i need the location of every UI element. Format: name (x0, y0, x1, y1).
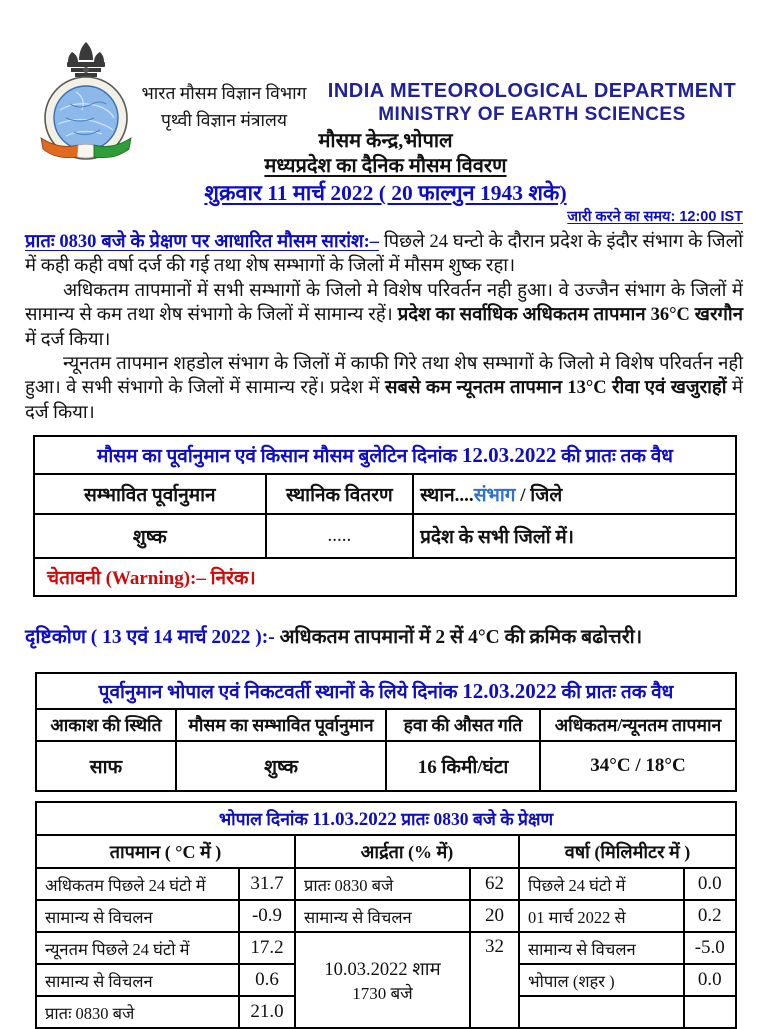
min-temp-highlight: सबसे कम न्यूनतम तापमान 13°C रीवा एवं खजुराहों (384, 378, 727, 399)
rain-label: सामान्य से विचलन (519, 932, 684, 964)
rain-label: 01 मार्च 2022 से (519, 900, 684, 932)
forecast-table (33, 435, 737, 597)
title-tail: की प्रातः तक वैध (556, 446, 673, 468)
validity-date: 12.03.2022 (461, 443, 557, 468)
ashoka-emblem-icon (67, 42, 105, 77)
temp-value: 0.6 (239, 964, 295, 996)
org-english-line2: MINISTRY OF EARTH SCIENCES (378, 104, 686, 125)
bulletin-title: मध्यप्रदेश का दैनिक मौसम विवरण (264, 155, 507, 177)
observation-row-2 (36, 900, 736, 932)
forecast-value: शुष्क (34, 514, 266, 558)
forecast-table-title-row (34, 436, 736, 474)
org-hindi-line1: भारत मौसम विज्ञान विभाग (141, 83, 307, 103)
issue-time: जारी करने का समय: 12:00 IST (567, 209, 743, 225)
weather-summary (25, 230, 743, 425)
column-header-wind: हवा की औसत गति (386, 709, 540, 741)
distribution-value: ..... (266, 514, 413, 558)
humidity-evening-time: 1730 बजे (352, 984, 413, 1004)
section-header-humidity: आर्द्रता (% में) (295, 835, 519, 868)
center-name: मौसम केन्द्र,भोपाल (318, 130, 453, 152)
observation-title-row (36, 802, 736, 835)
org-hindi-line2: पृथ्वी विज्ञान मंत्रालय (160, 110, 288, 130)
place-division: संभाग (473, 485, 516, 507)
rain-label: भोपाल (शहर ) (519, 964, 684, 996)
place-suffix: / जिले (515, 485, 563, 507)
rain-value: 0.0 (684, 868, 737, 900)
forecast-header-row (34, 474, 736, 514)
bhopal-forecast-title-row (36, 673, 736, 709)
org-english-line1: INDIA METEOROLOGICAL DEPARTMENT (327, 80, 737, 102)
summary-text-3: न्यूनतम तापमान शहडोल संभाग के जिलों में काफी गिरे तथा शेष सम्भागों के जिलो मे विशेष परिवर्तन नही हुआ। वे सभी संभागो के जिलों में सामान्य रहें। प्रदेश में (25, 354, 743, 399)
humidity-evening-date: 10.03.2022 शाम (324, 960, 441, 981)
temp-label: सामान्य से विचलन (36, 964, 239, 996)
column-header-maxmin: अधिकतम/न्यूनतम तापमान (540, 709, 736, 741)
rain-value: 0.0 (684, 964, 737, 996)
rain-label: पिछले 24 घंटो में (519, 868, 684, 900)
outlook-line (25, 622, 771, 649)
temp-value: 31.7 (239, 868, 295, 900)
validity-date: 12.03.2022 (462, 679, 557, 704)
humidity-label: सामान्य से विचलन (295, 900, 470, 932)
humidity-value: 62 (470, 868, 519, 900)
section-header-temperature: तापमान ( °C में ) (36, 835, 295, 868)
rain-value: -5.0 (684, 932, 737, 964)
forecast-data-row (34, 514, 736, 558)
sky-value: साफ (36, 741, 176, 791)
summary-text-2-tail: में दर्ज किया। (25, 329, 111, 350)
humidity-evening-value: 32 (470, 932, 519, 1028)
humidity-label: प्रातः 0830 बजे (295, 868, 470, 900)
warning-row (34, 558, 736, 596)
column-header-sky: आकाश की स्थिति (36, 709, 176, 741)
warning-text: चेतावनी (Warning):– निरंक। (34, 558, 736, 596)
observation-table (35, 801, 737, 1029)
outlook-text: अधिकतम तापमानों में 2 सें 4°C की क्रमिक बढोत्तरी। (274, 627, 643, 649)
rain-label (519, 996, 684, 1028)
temp-label: प्रातः 0830 बजे (36, 996, 239, 1028)
outlook-label: दृष्टिकोण ( 13 एवं 14 मार्च 2022 ):- (25, 627, 275, 649)
summary-text-2: अधिकतम तापमानों में सभी सम्भागों के जिलो मे विशेष परिवर्तन नही हुआ। वे उज्जैन संभाग के जिलों में सामान्य से कम तथा शेष संभागो के जिलों में सामान्य रहें। (25, 280, 743, 326)
title-text: मौसम का पूर्वानुमान एवं किसान मौसम बुलेटिन दिनांक (97, 446, 462, 468)
rain-value: 0.2 (684, 900, 737, 932)
title-text: भोपाल दिनांक (218, 808, 313, 829)
section-header-rainfall: वर्षा (मिलिमीटर में ) (519, 835, 736, 868)
temp-value: 17.2 (239, 932, 295, 964)
summary-text-1: पिछले 24 घन्टो के दौरान प्रदेश के इंदौर संभाग के जिलों में कही कही वर्षा दर्ज की गई तथा शेष सम्भागों के जिलों में मौसम शुष्क रहा। (25, 232, 743, 277)
temp-value: 21.0 (239, 996, 295, 1028)
temp-label: सामान्य से विचलन (36, 900, 239, 932)
bhopal-forecast-table (35, 672, 737, 792)
summary-paragraph-3 (25, 352, 743, 425)
column-header-weather: मौसम का सम्भावित पूर्वानुमान (176, 709, 386, 741)
wind-value: 16 किमी/घंटा (386, 741, 540, 791)
title-tail: प्रातः 0830 बजे के प्रेक्षण (396, 808, 554, 829)
observation-title (36, 802, 736, 835)
summary-text-3-tail: में दर्ज किया। (25, 378, 743, 423)
column-header-forecast: सम्भावित पूर्वानुमान (34, 474, 266, 514)
forecast-table-title (34, 436, 736, 474)
org-name-english (312, 80, 752, 126)
title-text: पूर्वानुमान भोपाल एवं निकटवर्ती स्थानों के लिये दिनांक (98, 682, 463, 704)
summary-paragraph-2 (25, 279, 743, 352)
section-header-row (36, 835, 736, 868)
column-header-place (413, 474, 736, 514)
bhopal-forecast-data-row (36, 741, 736, 791)
observation-date: 11.03.2022 (312, 808, 397, 830)
rain-value (684, 996, 737, 1028)
summary-paragraph-1 (25, 230, 743, 279)
place-prefix: स्थान.... (420, 485, 474, 507)
bhopal-forecast-header-row (36, 709, 736, 741)
place-value: प्रदेश के सभी जिलों में। (413, 514, 736, 558)
bulletin-date: शुक्रवार 11 मार्च 2022 ( 20 फाल्गुन 1943 शके) (204, 181, 567, 205)
temp-label: न्यूनतम पिछले 24 घंटो में (36, 932, 239, 964)
observation-row-3 (36, 932, 736, 964)
column-header-distribution: स्थानिक वितरण (266, 474, 413, 514)
humidity-value: 20 (470, 900, 519, 932)
header (0, 0, 771, 228)
observation-row-1 (36, 868, 736, 900)
maxmin-value: 34°C / 18°C (540, 741, 736, 791)
max-temp-highlight: प्रदेश का सर्वाधिक अधिकतम तापमान 36°C खरगौन (397, 305, 743, 326)
weather-value: शुष्क (176, 741, 386, 791)
summary-heading: प्रातः 0830 बजे के प्रेक्षण पर आधारित मौसम सारांश:– (25, 232, 380, 252)
humidity-evening-label (295, 932, 470, 1028)
temp-label: अधिकतम पिछले 24 घंटो में (36, 868, 239, 900)
title-tail: की प्रातः तक वैध (556, 682, 674, 704)
bhopal-forecast-title (36, 673, 736, 709)
bulletin-titles (0, 129, 771, 207)
temp-value: -0.9 (239, 900, 295, 932)
